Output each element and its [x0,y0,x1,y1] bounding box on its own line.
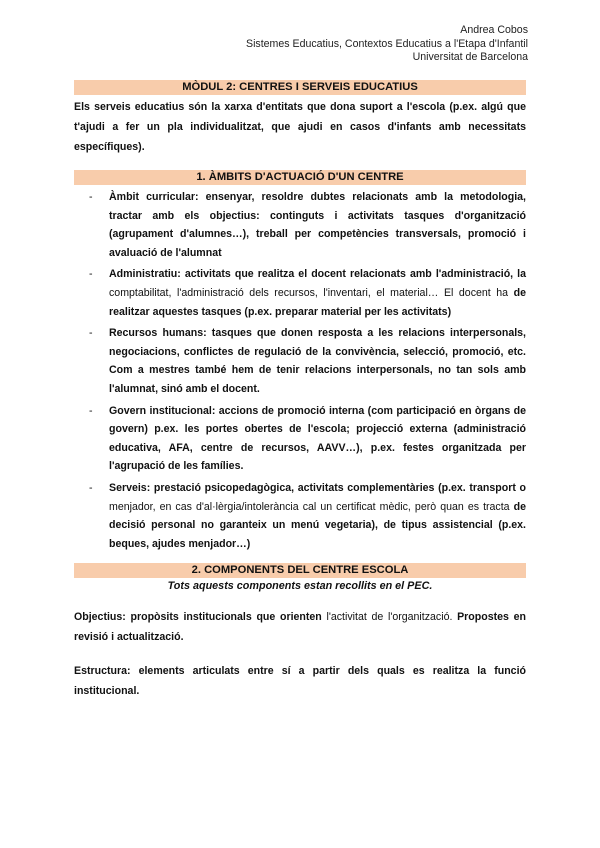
list-item [74,265,526,321]
list-item-text: Administratiu: activitats que realitza el docent relacionats amb l'administració, la [109,268,526,281]
section-2-subtitle: Tots aquests components estan recollits en el PEC. [167,580,433,593]
bullet-dash: - [89,191,93,203]
list-item-text: menjador, en cas d'al·lèrgia/intolerància cal un certificat mèdic, però quan es tracta [109,500,514,513]
bullet-dash: - [89,268,93,281]
module-title: MÒDUL 2: CENTRES I SERVEIS EDUCATIUS [74,80,526,95]
document-body [74,80,526,701]
list-item [74,402,526,476]
objectius-text-bold: Propostes en revisió i actualització. [74,611,526,644]
bullet-dash: - [89,481,93,494]
estructura-paragraph: Estructura: elements articulats entre sí a partir dels quals es realitza la funció institucional. [74,665,526,698]
objectius-label: Objectius: propòsits institucionals que orienten [74,611,327,624]
list-item [74,479,526,553]
list-item [74,188,526,262]
list-item-text: Àmbit curricular: ensenyar, resoldre dubtes relacionats amb la metodologia, tractar amb els objectius: continguts i activitats tasques d'organització (agrupament d'alumnes…), treball per competències transversals, promoció i avaluació de l'alumnat [109,191,526,259]
section-2-title: 2. COMPONENTS DEL CENTRE ESCOLA [74,563,526,578]
list-item-text: Serveis: prestació psicopedagògica, activitats complementàries (p.ex. transport o [109,481,526,494]
list-item-text: de realitzar aquestes tasques (p.ex. preparar material per les activitats) [109,286,526,318]
section-1-title: 1. ÀMBITS D'ACTUACIÓ D'UN CENTRE [74,170,526,185]
list-item-text: Recursos humans: tasques que donen resposta a les relacions interpersonals, negociacions, conflictes de regulació de la convivència, selecció, promoció, etc. Com a mestres també hem de tenir relacions interpersonals, no tan sols amb l'alumnat, sinó amb el docent. [109,327,526,395]
header-author: Andrea Cobos [460,24,528,36]
list-item-text: Govern institucional: accions de promoció interna (com participació en òrgans de govern) p.ex. les portes obertes de l'escola; projecció externa (administració educativa, AFA, centre de recursos, AAVV…), p.ex. festes organitzada per l'agrupació de les famílies. [109,404,526,473]
bullet-dash: - [89,404,93,417]
bullet-dash: - [89,327,93,340]
list-item-text: de decisió personal no garanteix un menú vegetaria), de tipus assistencial (p.ex. beques, ajudes menjador…) [109,500,526,550]
header-university: Universitat de Barcelona [412,51,528,63]
objectius-paragraph [74,607,526,647]
intro-paragraph: Els serveis educatius són la xarxa d'entitats que dona suport a l'escola (p.ex. algú que t'ajudi a fer un pla individualitzat, que ajudi en casos d'infants amb necessitats específiques). [74,101,526,153]
section-1-list [74,188,526,553]
list-item [74,324,526,398]
list-item-text: comptabilitat, l'administració dels recursos, l'inventari, el material… El docent ha [109,286,514,299]
header-course: Sistemes Educatius, Contextos Educatius a l'Etapa d'Infantil [246,37,528,50]
page-header [108,24,528,65]
objectius-text: l'activitat de l'organització. [326,611,458,624]
